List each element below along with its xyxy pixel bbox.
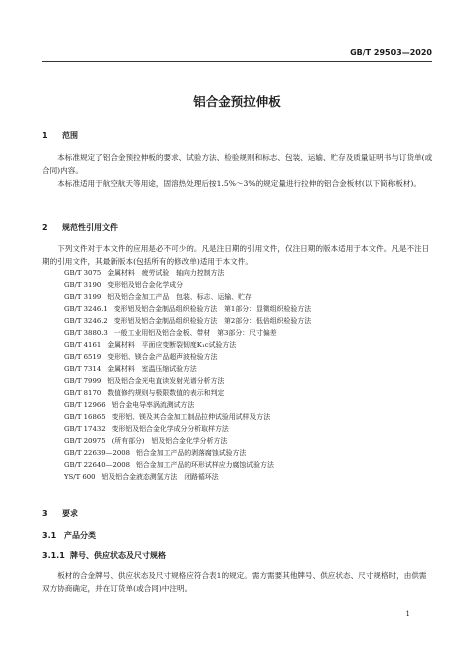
section-2-number: 2: [42, 223, 48, 232]
reference-code: GB/T 4161: [64, 341, 102, 349]
list-item: [64, 423, 444, 435]
reference-name: 铝及铝合金光电直读发射光谱分析方法: [107, 377, 225, 385]
header-rule: [42, 61, 432, 62]
reference-name: 铝及铝合金加工产品 包装、标志、运输、贮存: [107, 293, 252, 301]
list-item: [64, 447, 444, 459]
section-3-1-title: 产品分类: [64, 531, 96, 540]
section-1-paragraph-2: 本标准适用于航空航天等用途，固溶热处理后按1.5%～3%的规定量进行拉伸的铝合金板材(以下简称板材)。: [57, 179, 421, 188]
section-3-title: 要求: [62, 509, 78, 518]
list-item: [64, 315, 444, 327]
list-item: [64, 279, 444, 291]
reference-code: GB/T 12966: [64, 401, 106, 409]
reference-code: GB/T 3075: [64, 269, 102, 277]
reference-name: 变形铝及铝合金制品组织检验方法 第1部分：显微组织检验方法: [113, 305, 312, 313]
reference-code: GB/T 7314: [64, 365, 102, 373]
reference-code: GB/T 22640—2008: [64, 461, 131, 469]
standard-number: GB/T 29503—2020: [350, 48, 432, 57]
section-2-intro: [42, 242, 434, 268]
reference-list: [64, 267, 444, 483]
reference-name: 金属材料 疲劳试验 轴向力控制方法: [107, 269, 225, 277]
reference-name: 铝合金电导率涡流测试方法: [111, 401, 195, 409]
list-item: [64, 303, 444, 315]
section-3-1-heading: [42, 530, 96, 541]
section-1-body: [42, 151, 434, 190]
reference-name: 变形铝及铝合金化学成分: [107, 281, 184, 289]
reference-code: GB/T 20975: [64, 437, 106, 445]
list-item: [64, 375, 444, 387]
section-3-1-1-title: 牌号、供应状态及尺寸规格: [70, 551, 166, 560]
list-item: [64, 435, 444, 447]
reference-code: GB/T 8170: [64, 389, 102, 397]
section-3-1-1-paragraph: 板材的合金牌号、供应状态及尺寸规格应符合表1的规定。需方需要其他牌号、供应状态、尺寸规格时，由供需双方协商确定，并在订货单(或合同)中注明。: [42, 571, 427, 593]
section-1-title: 范围: [62, 131, 78, 140]
reference-name: 金属材料 室温压缩试验方法: [107, 365, 197, 373]
reference-code: GB/T 3246.2: [64, 317, 108, 325]
list-item: [64, 363, 444, 375]
list-item: [64, 339, 444, 351]
reference-code: YS/T 600: [64, 473, 96, 481]
list-item: [64, 267, 444, 279]
section-3-heading: [42, 508, 78, 519]
reference-code: GB/T 22639—2008: [64, 449, 131, 457]
document-title: 铝合金预拉伸板: [193, 94, 281, 109]
section-2-heading: [42, 222, 118, 233]
reference-code: GB/T 3246.1: [64, 305, 108, 313]
reference-code: GB/T 3880.3: [64, 329, 108, 337]
list-item: [64, 459, 444, 471]
list-item: [64, 351, 444, 363]
section-1-paragraph-1: 本标准规定了铝合金预拉伸板的要求、试验方法、检验规则和标志、包装、运输、贮存及质量证明书与订货单(或合同)内容。: [42, 153, 433, 175]
list-item: [64, 471, 444, 483]
reference-code: GB/T 3199: [64, 293, 102, 301]
reference-name: 变形铝、镁合金产品超声波检验方法: [107, 353, 218, 361]
section-1-heading: [42, 130, 78, 141]
reference-code: GB/T 7999: [64, 377, 102, 385]
reference-code: GB/T 17432: [64, 425, 106, 433]
reference-name: (所有部分) 铝及铝合金化学分析方法: [111, 437, 228, 445]
reference-name: 数值修约规则与极限数值的表示和判定: [107, 389, 225, 397]
section-3-number: 3: [42, 509, 48, 518]
reference-name: 金属材料 平面应变断裂韧度K₁c试验方法: [107, 341, 237, 349]
section-3-1-1-heading: [42, 550, 166, 561]
list-item: [64, 399, 444, 411]
reference-code: GB/T 16865: [64, 413, 106, 421]
list-item: [64, 291, 444, 303]
section-1-number: 1: [42, 131, 48, 140]
reference-name: 铝及铝合金液态测氢方法 闭路循环法: [101, 473, 219, 481]
reference-name: 铝合金加工产品的剥落腐蚀试验方法: [136, 449, 247, 457]
reference-name: 铝合金加工产品的环形试样应力腐蚀试验方法: [136, 461, 274, 469]
page-number: 1: [405, 610, 410, 618]
list-item: [64, 411, 444, 423]
section-3-1-1-body: [42, 569, 434, 595]
list-item: [64, 327, 444, 339]
reference-name: 变形铝及铝合金制品组织检验方法 第2部分：低倍组织检验方法: [113, 317, 312, 325]
reference-name: 变形铝及铝合金化学成分分析取样方法: [111, 425, 229, 433]
reference-name: 一般工业用铝及铝合金板、带材 第3部分：尺寸偏差: [113, 329, 277, 337]
section-3-1-1-number: 3.1.1: [42, 551, 65, 560]
list-item: [64, 387, 444, 399]
section-3-1-number: 3.1: [42, 531, 57, 540]
reference-code: GB/T 3190: [64, 281, 102, 289]
reference-code: GB/T 6519: [64, 353, 102, 361]
section-2-title: 规范性引用文件: [62, 223, 118, 232]
reference-name: 变形铝、镁及其合金加工制品拉伸试验用试样及方法: [111, 413, 271, 421]
section-2-intro-text: 下列文件对于本文件的应用是必不可少的。凡是注日期的引用文件，仅注日期的版本适用于本文件。凡是不注日期的引用文件，其最新版本(包括所有的修改单)适用于本文件。: [42, 244, 430, 266]
